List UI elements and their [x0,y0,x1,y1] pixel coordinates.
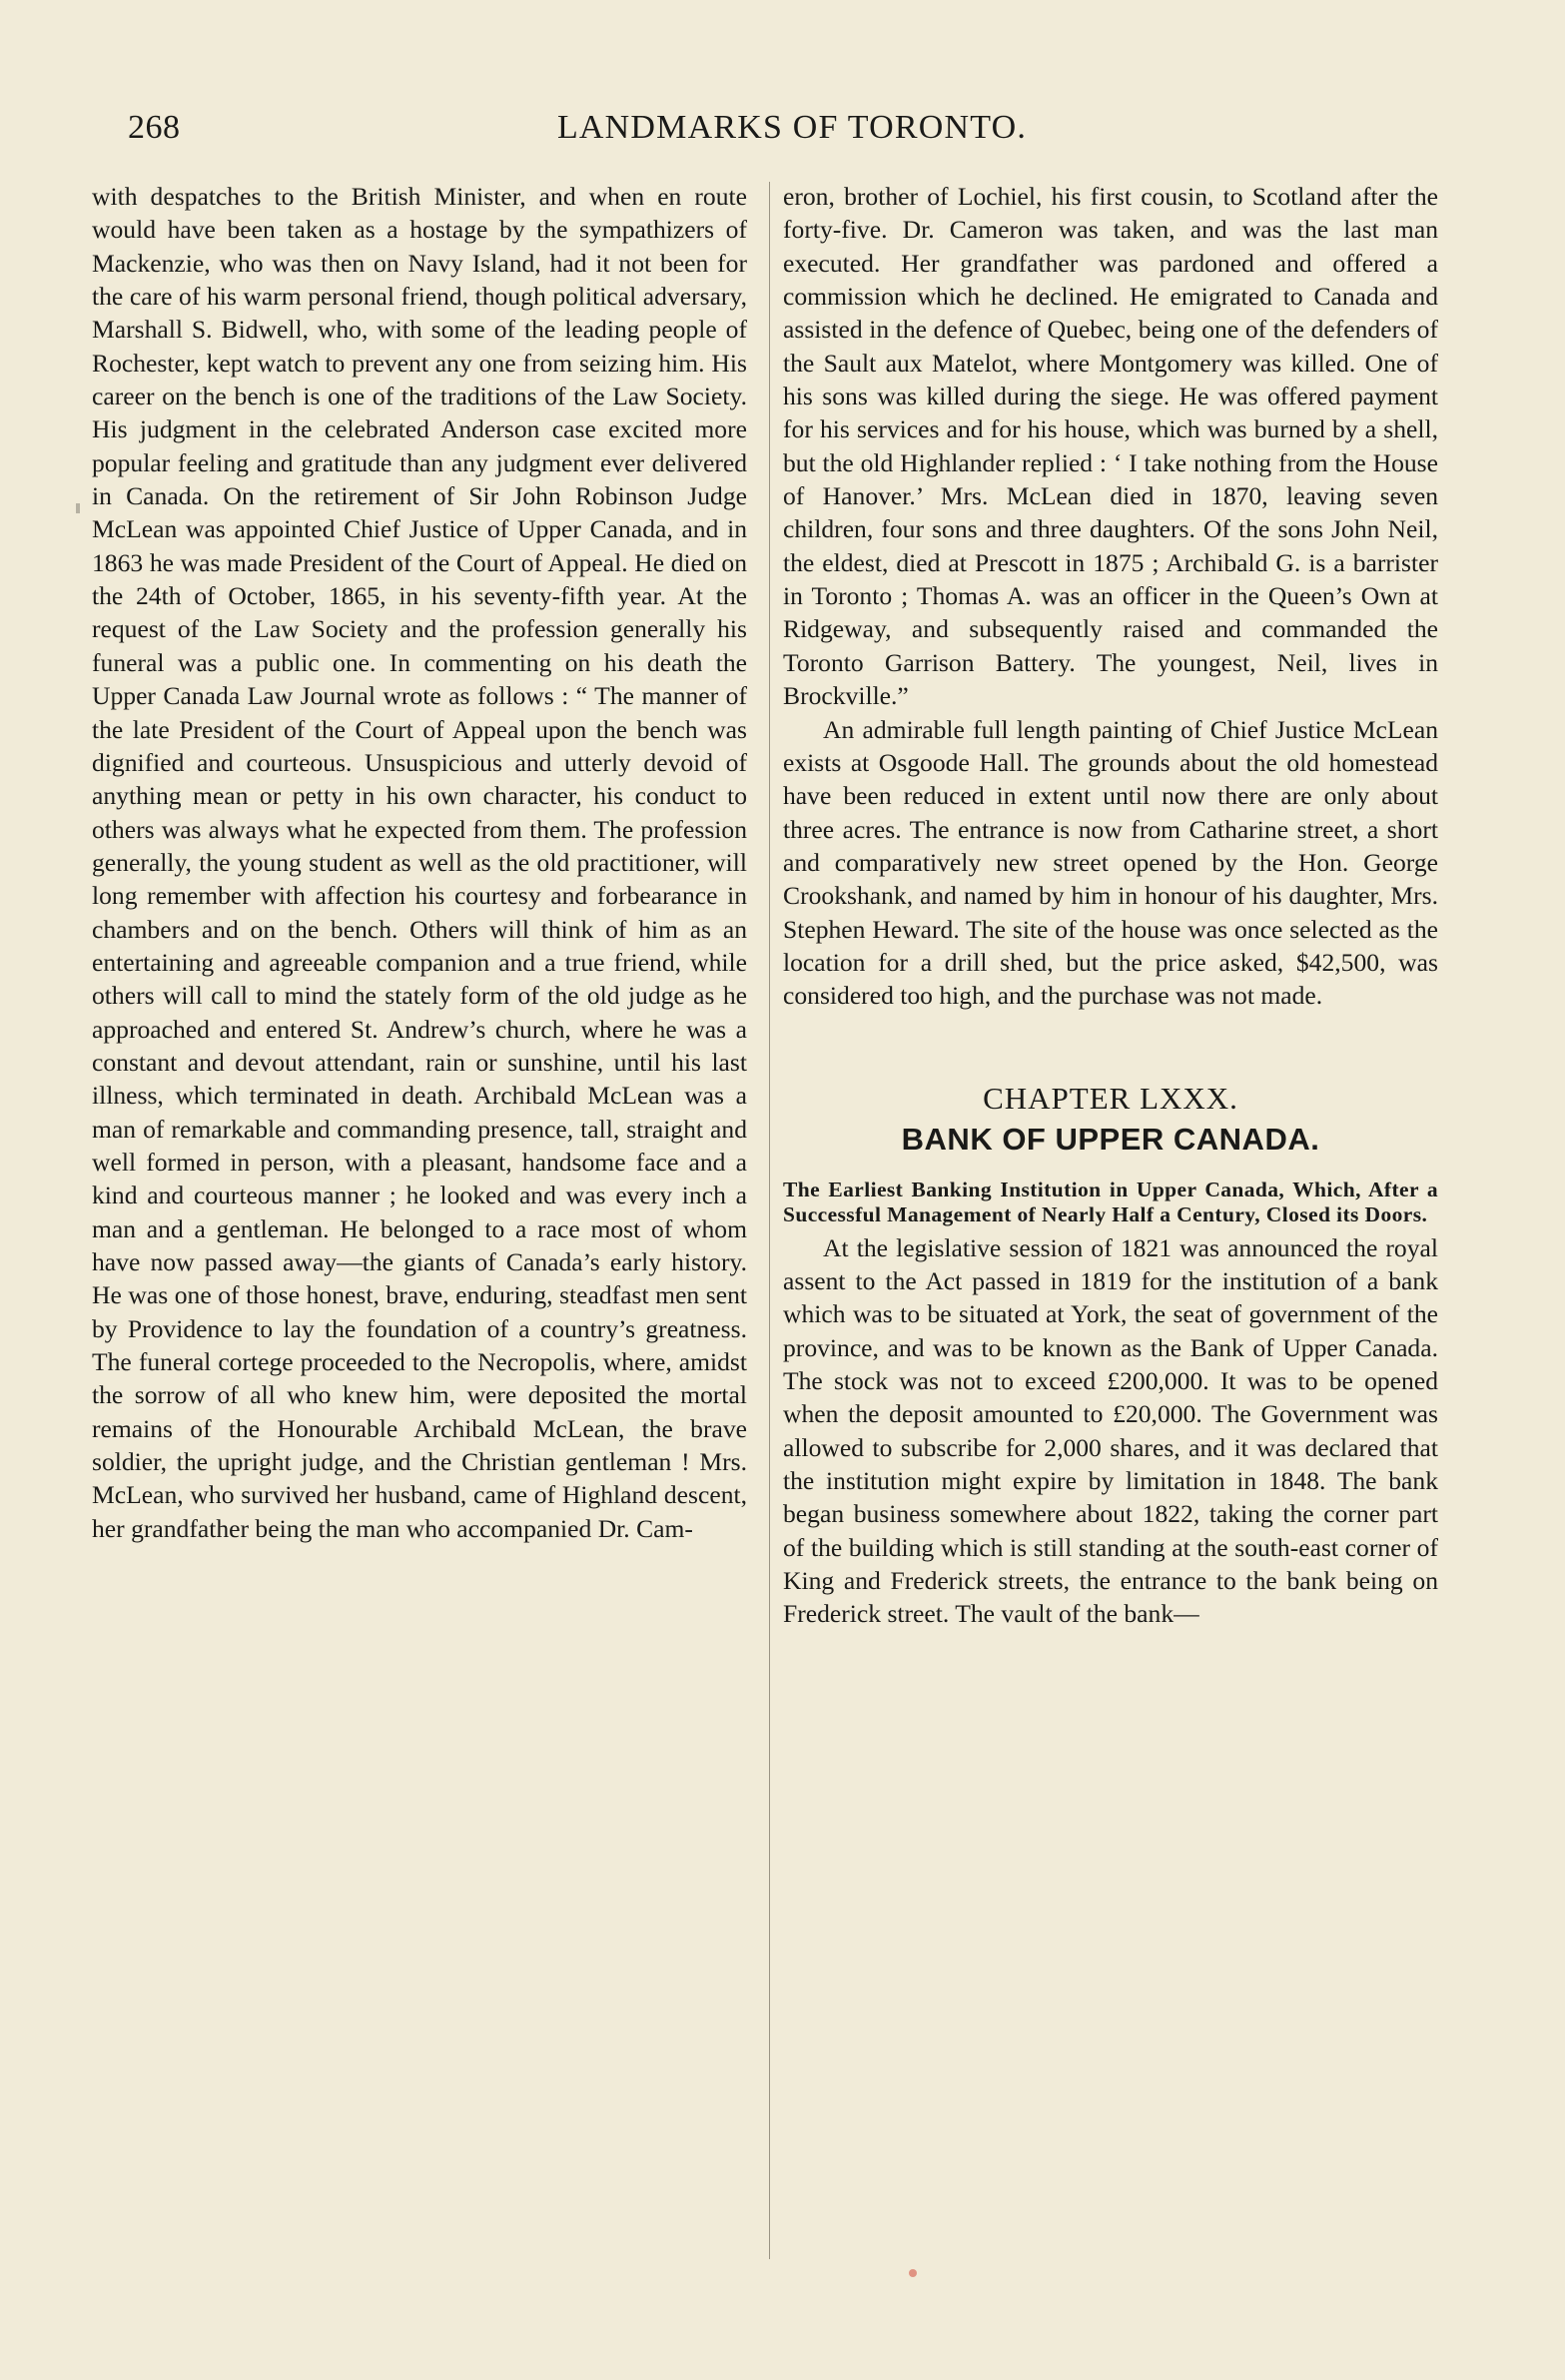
ink-mark [909,2269,917,2277]
page-header [128,98,1456,158]
left-column [92,180,747,1545]
right-column [783,180,1438,1631]
right-column-paragraph-2: An admirable full length painting of Chief Justice McLean exists at Osgoode Hall. The grounds about the old homestead have been reduced in extent until now there are only about three acres. The entrance is now from Catharine street, a short and comparatively new street opened by the Hon. George Crookshank, and named by him in honour of his daughter, Mrs. Stephen Heward. The site of the house was once selected as the location for a drill shed, but the price asked, $42,500, was considered too high, and the purchase was not made. [783,714,1438,1011]
chapter-body-paragraph: At the legislative session of 1821 was announced the royal assent to the Act passed in 1819 for the institution of a bank which was to be situated at York, the seat of government of the province, and was to be known as the Bank of Upper Canada. The stock was not to exceed £200,000. It was to be opened when the deposit amounted to £20,000. The Government was allowed to subscribe for 2,000 shares, and it was declared that the institution might expire by limitation in 1848. The bank began business somewhere about 1822, taking the corner part of the building which is still standing at the south-east corner of King and Frederick streets, the entrance to the bank being on Frederick street. The vault of the bank— [783,1232,1438,1629]
margin-mark [76,503,80,513]
column-divider [769,182,770,2259]
chapter-subhead: The Earliest Banking Institution in Upper Canada, Which, After a Successful Management of Nearly Half a Century, Closed its Doors. [783,1177,1438,1226]
page-number: 268 [128,109,181,146]
running-title: LANDMARKS OF TORONTO. [556,109,1028,146]
chapter-number: CHAPTER LXXX. [983,1080,1238,1116]
left-column-paragraph: with despatches to the British Minister, and when en route would have been taken as a hostage by the sympathizers of Mackenzie, who was then on Navy Island, had it not been for the care of his warm personal friend, though political adversary, Marshall S. Bidwell, who, with some of the leading people of Rochester, kept watch to prevent any one from seizing him. His career on the bench is one of the traditions of the Law Society. His judgment in the celebrated Anderson case excited more popular feeling and gratitude than any judgment ever delivered in Canada. On the retirement of Sir John Robinson Judge McLean was appointed Chief Justice of Upper Canada, and in 1863 he was made President of the Court of Appeal. He died on the 24th of October, 1865, in his seventy-fifth year. At the request of the Law Society and the profession generally his funeral was a public one. In commenting on his death the Upper Canada Law Journal wrote as follows : “ The manner of the late President of the Court of Appeal upon the bench was dignified and courteous. Unsuspicious and utterly devoid of anything mean or petty in his own character, his conduct to others was always what he expected from them. The profession generally, the young student as well as the old practitioner, will long remember with affection his courtesy and forbearance in chambers and on the bench. Others will think of him as an entertaining and agreeable companion and a true friend, while others will call to mind the stately form of the old judge as he approached and entered St. Andrew’s church, where he was a constant and devout attendant, rain or sunshine, until his last illness, which terminated in death. Archibald McLean was a man of remarkable and commanding presence, tall, straight and well formed in person, with a pleasant, handsome face and a kind and courteous manner ; he looked and was every inch a man and a gentleman. He belonged to a race most of whom have now passed away—the giants of Canada’s early history. He was one of those honest, brave, enduring, steadfast men sent by Providence to lay the foundation of a country’s greatness. The funeral cortege proceeded to the Necropolis, where, amidst the sorrow of all who knew him, were deposited the mortal remains of the Honourable Archibald McLean, the brave soldier, the upright judge, and the Christian gentleman ! Mrs. McLean, who survived her husband, came of Highland descent, her grandfather being the man who accompanied Dr. Cam- [92,182,747,1543]
right-column-paragraph-1: eron, brother of Lochiel, his first cousin, to Scotland after the forty-five. Dr. Cameron was taken, and was the last man executed. Her grandfather was pardoned and offered a commission which he declined. He emigrated to Canada and assisted in the defence of Quebec, being one of the defenders of the Sault aux Matelot, where Montgomery was killed. One of his sons was killed during the siege. He was offered payment for his services and for his house, which was burned by a shell, but the old Highlander replied : ‘ I take nothing from the House of Hanover.’ Mrs. McLean died in 1870, leaving seven children, four sons and three daughters. Of the sons John Neil, the eldest, died at Prescott in 1875 ; Archibald G. is a barrister in Toronto ; Thomas A. was an officer in the Queen’s Own at Ridgeway, and subsequently raised and commanded the Toronto Garrison Battery. The youngest, Neil, lives in Brockville.” [783,182,1438,711]
chapter-title: BANK OF UPPER CANADA. [901,1121,1320,1157]
